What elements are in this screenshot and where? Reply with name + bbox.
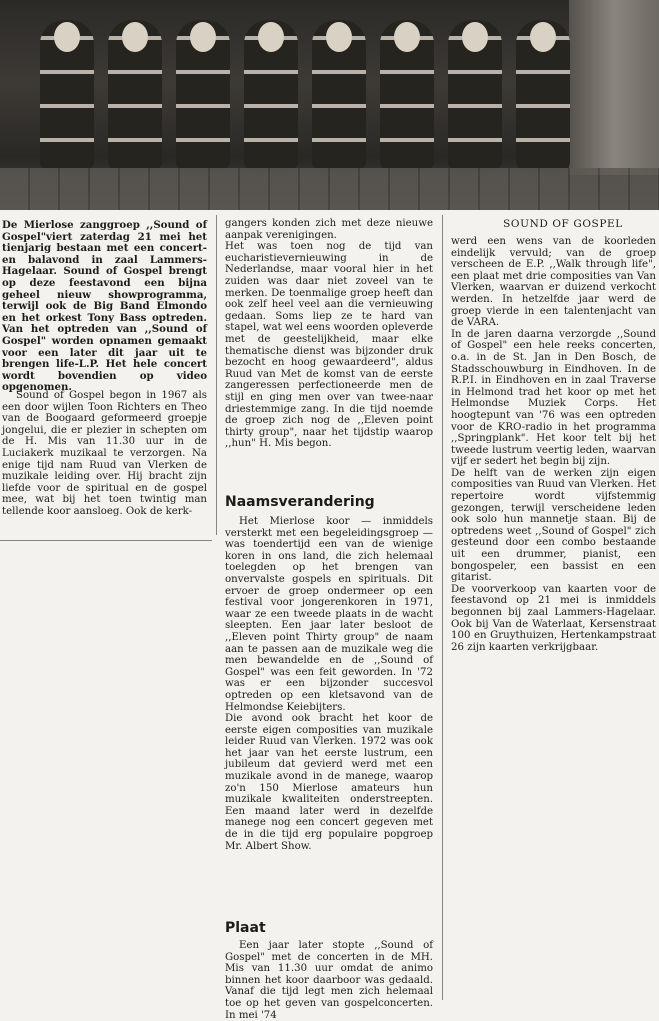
article-col3: werd een wens van de koorleden eindelijk vervuld; van de groep verscheen de E.P. ,,Walk through life", een plaat met drie composities van Van Vlerken, waarvan er duizend verkocht werden. In hetzelfde jaar werd de groep vierde in een talentenjacht van de VARA. In de jaren daarna verzorgde ,,Sound of Gospel" een hele reeks concerten, o.a. in de St. Jan in Den Bosch, de Stadsschouwburg in Eindhoven. In de R.P.I. in Eindhoven en in zaal Traverse in Helmond trad het koor op met het Helmondse Muziek Corps. Het hoogtepunt van '76 was een optreden voor de KRO-radio in het programma ,,Springplank". Het koor telt bij het tweede lustrum veertig leden, waarvan vijf er sedert het begin bij zijn. De helft van de werken zijn eigen composities van Ruud van Vlerken. Het repertoire wordt vijfstemmig gezongen, terwijl verscheidene leden ook solo hun mannetje staan. Bij de optredens weet ,,Sound of Gospel" zich gesteund door een combo bestaande uit een drummer, pianist, een bongospeler, een bassist en een gitarist. De voorverkoop van kaarten voor de feestavond op 21 mei is inmiddels begonnen bij zaal Lammers-Hagelaar. Ook bij Van de Waterlaat, Kersenstraat 100 en Gruythuizen, Hertenkampstraat 26 zijn kaarten verkrijgbaar. — [451, 236, 656, 653]
photo-figure — [312, 20, 366, 170]
article-col1-body: Sound of Gospel begon in 1967 als een door wijlen Toon Richters en Theo van de Boogaard geformeerd groepje jongelui, die er plezier in schepten om de H. Mis van 11.30 uur in de Luciakerk muzikaal te verzorgen. Na enige tijd nam Ruud van Vlerken de muzikale leiding over. Hij bracht zijn liefde voor de spiritual en de gospel mee, wat bij het toen twintig man tellende koor aansloeg. Ook de kerk- — [2, 390, 207, 517]
article-col2-top: gangers konden zich met deze nieuwe aanpak verenigingen. Het was toen nog de tijd van eucharistievernieuwing in de Nederlandse, maar vooral hier in het zuiden was daar niet zoveel van te merken. De toenmalige groep heeft dan ook zelf heel veel aan die vernieuwing gedaan. Soms liep ze te hard van stapel, wat wel eens woorden opleverde met de geestelijkheid, maar elke thematische dienst was bijzonder druk bezocht en hoog gewaardeerd", aldus Ruud van Met de komst van de eerste zangeressen perfectioneerde men de stijl en ging men over van twee-naar driestemmige zang. In die tijd noemde de groep zich nog de ,,Eleven point thirty group", naar het tijdstip waarop ,,hun" H. Mis begon. — [225, 218, 433, 450]
article-col2-bottom: Een jaar later stopte ,,Sound of Gospel" met de concerten in de MH. Mis van 11.30 uur omdat de animo binnen het koor daarboor was gedaald. Vanaf die tijd legt men zich helemaal toe op het geven van gospelconcerten. In mei '74 — [225, 940, 433, 1021]
photo-floor — [0, 168, 659, 210]
heading-plaat: Plaat — [225, 920, 266, 936]
article-col2-mid: Het Mierlose koor — inmiddels versterkt met een begeleidingsgroep — was toendertijd een van de wienige koren in ons land, die zich helemaal toelegden op het brengen van onvervalste gospels en spirituals. Dit ervoer de groep ondermeer op een festival voor jongerenkoren in 1971, waar ze een tweede plaats in de wacht sleepten. Een jaar later besloot de ,,Eleven point Thirty group" de naam aan te passen aan de muzikale weg die men bewandelde en de ,,Sound of Gospel" was een feit geworden. In '72 was er een bijzonder succesvol optreden op een kletsavond van de Helmondse Keiebijters. Die avond ook bracht het koor de eerste eigen composities van muzikale leider Ruud van Vlerken. 1972 was ook het jaar van het eerste lustrum, een jubileum dat gevierd werd met een muzikale avond in de manege, waarop zo'n 150 Mierlose amateurs hun muzikale kwaliteiten onderstreepten. Een maand later werd in dezelfde manege nog een concert gegeven met de in die tijd erg populaire popgroep Mr. Albert Show. — [225, 516, 433, 852]
group-photo — [0, 0, 659, 210]
article-lead: De Mierlose zanggroep ,,Sound of Gospel"viert zaterdag 21 mei het tienjarig bestaan met een concert-en balavond in zaal Lammers-Hagelaar. Sound of Gospel brengt op deze feestavond een bijna geheel nieuw showprogramma, terwijl ook de Big Band Elmondo en het orkest Tony Bass optreden. Van het optreden van ,,Sound of Gospel" worden opnamen gemaakt voor een later dit jaar uit te brengen life-L.P. Het hele concert wordt bovendien op video opgenomen. — [2, 219, 207, 394]
col1-bottom-rule — [0, 540, 212, 541]
photo-figure — [244, 20, 298, 170]
photo-figure — [448, 20, 502, 170]
photo-figure — [40, 20, 94, 170]
heading-naamsverandering: Naamsverandering — [225, 494, 375, 510]
column-rule — [216, 215, 217, 535]
photo-figure — [108, 20, 162, 170]
column-rule — [442, 215, 443, 1000]
photo-caption: SOUND OF GOSPEL — [503, 218, 623, 230]
photo-wall — [569, 0, 659, 175]
photo-figure — [380, 20, 434, 170]
photo-figure — [516, 20, 570, 170]
photo-figure — [176, 20, 230, 170]
